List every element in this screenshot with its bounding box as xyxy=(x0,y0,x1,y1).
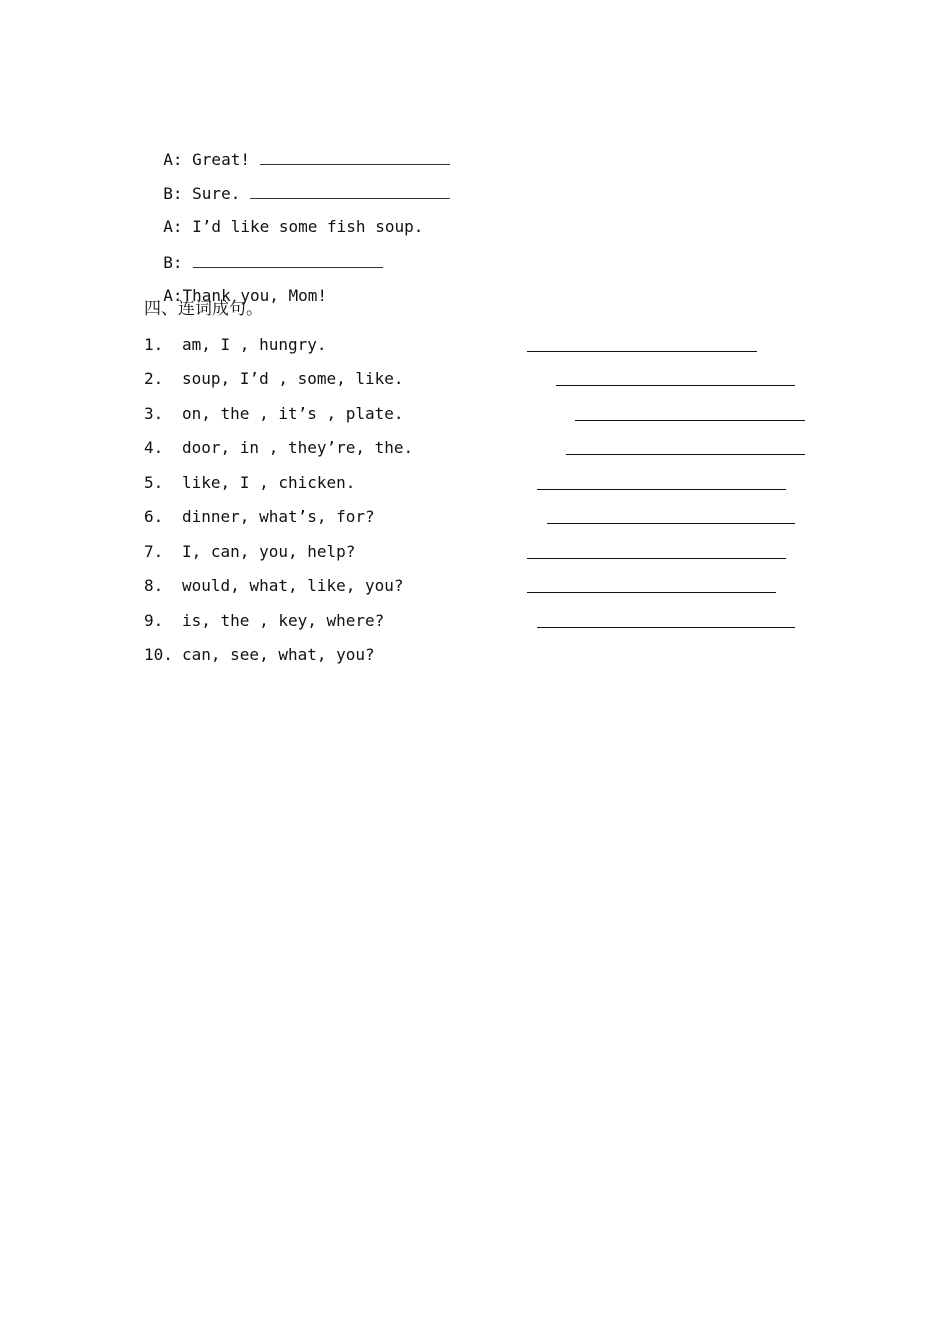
question-row xyxy=(144,473,355,493)
dialogue-text: A: I’d like some fish soup. xyxy=(163,217,424,236)
answer-line[interactable] xyxy=(575,420,805,421)
question-number: 7. xyxy=(144,542,164,561)
question-number: 4. xyxy=(144,438,164,457)
question-row xyxy=(144,645,375,665)
question-row xyxy=(144,576,404,596)
question-number: 2. xyxy=(144,369,164,388)
question-row xyxy=(144,611,384,631)
question-number: 1. xyxy=(144,335,164,354)
answer-line[interactable] xyxy=(547,523,795,524)
answer-line[interactable] xyxy=(527,592,776,593)
question-words: on, the , it’s , plate. xyxy=(182,404,404,423)
answer-line[interactable] xyxy=(556,385,795,386)
answer-line[interactable] xyxy=(537,627,795,628)
question-words: like, I , chicken. xyxy=(182,473,356,492)
question-words: is, the , key, where? xyxy=(182,611,385,630)
question-number: 8. xyxy=(144,576,164,595)
question-words: am, I , hungry. xyxy=(182,335,327,354)
dialogue-text: B: xyxy=(163,253,183,272)
question-number: 6. xyxy=(144,507,164,526)
question-row xyxy=(144,542,355,562)
question-words: would, what, like, you? xyxy=(182,576,404,595)
answer-line[interactable] xyxy=(527,351,757,352)
question-words: I, can, you, help? xyxy=(182,542,356,561)
question-row xyxy=(144,335,327,355)
question-number: 5. xyxy=(144,473,164,492)
question-number: 9. xyxy=(144,611,164,630)
question-row xyxy=(144,404,404,424)
question-words: door, in , they’re, the. xyxy=(182,438,414,457)
question-row xyxy=(144,369,404,389)
question-row xyxy=(144,438,413,458)
question-words: soup, I’d , some, like. xyxy=(182,369,404,388)
question-row xyxy=(144,507,375,527)
answer-line[interactable] xyxy=(527,558,786,559)
dialogue-text: A:Thank you, Mom! xyxy=(163,286,328,305)
question-number: 10. xyxy=(144,645,173,664)
question-number: 3. xyxy=(144,404,164,423)
answer-line[interactable] xyxy=(566,454,805,455)
answer-line[interactable] xyxy=(537,489,786,490)
question-words: can, see, what, you? xyxy=(182,645,375,664)
dialogue-text: A: Great! xyxy=(163,150,250,169)
section-title: 四、连词成句。 xyxy=(144,299,263,319)
dialogue-text: B: Sure. xyxy=(163,184,241,203)
question-words: dinner, what’s, for? xyxy=(182,507,375,526)
